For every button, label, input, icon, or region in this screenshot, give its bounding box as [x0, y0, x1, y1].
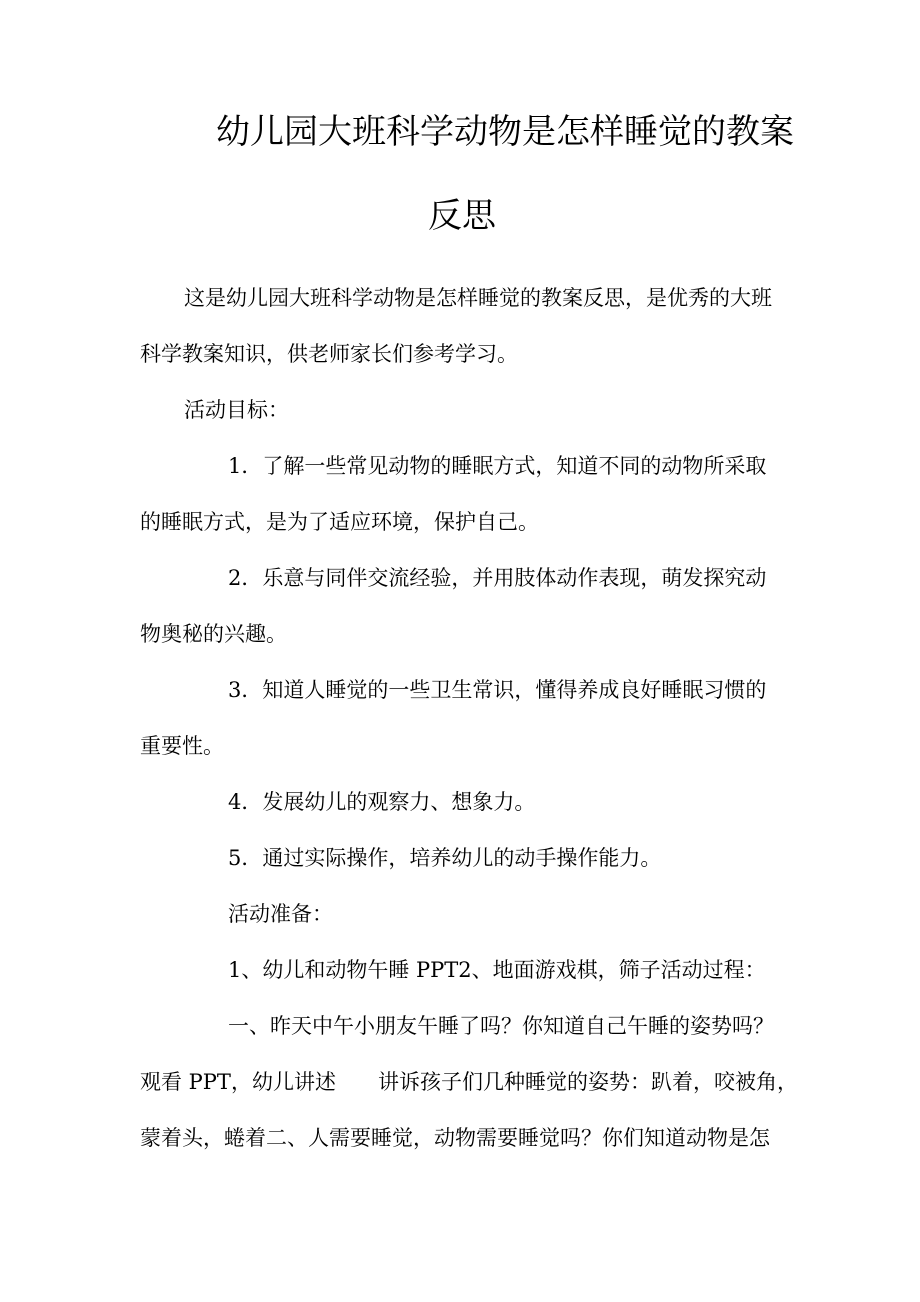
document-title-line-1: 幼儿园大班科学动物是怎样睡觉的教案 — [216, 112, 794, 152]
list-item: 2．乐意与同伴交流经验，并用肢体动作表现，萌发探究动 — [228, 566, 767, 590]
list-item: 5．通过实际操作，培养幼儿的动手操作能力。 — [228, 846, 662, 870]
list-item: 3．知道人睡觉的一些卫生常识，懂得养成良好睡眠习惯的 — [228, 678, 767, 702]
body-line: 一、昨天中午小朋友午睡了吗？你知道自己午睡的姿势吗？ — [228, 1014, 774, 1038]
body-line: 这是幼儿园大班科学动物是怎样睡觉的教案反思，是优秀的大班 — [184, 286, 772, 310]
list-item: 1．了解一些常见动物的睡眠方式，知道不同的动物所采取 — [228, 454, 767, 478]
body-line: 的睡眠方式，是为了适应环境，保护自己。 — [140, 510, 539, 534]
body-line: 蒙着头，蜷着二、人需要睡觉，动物需要睡觉吗？你们知道动物是怎 — [140, 1126, 770, 1150]
body-line: 重要性。 — [140, 734, 224, 758]
body-line: 科学教案知识，供老师家长们参考学习。 — [140, 342, 518, 366]
body-line: 1、幼儿和动物午睡 PPT2、地面游戏棋，筛子活动过程： — [228, 958, 766, 982]
section-heading: 活动准备： — [228, 902, 333, 926]
body-line: 物奥秘的兴趣。 — [140, 622, 287, 646]
list-item: 4．发展幼儿的观察力、想象力。 — [228, 790, 536, 814]
body-line: 观看 PPT，幼儿讲述 讲诉孩子们几种睡觉的姿势：趴着，咬被角， — [140, 1070, 798, 1094]
document-title-line-2: 反思 — [428, 196, 496, 236]
section-heading: 活动目标： — [184, 398, 289, 422]
